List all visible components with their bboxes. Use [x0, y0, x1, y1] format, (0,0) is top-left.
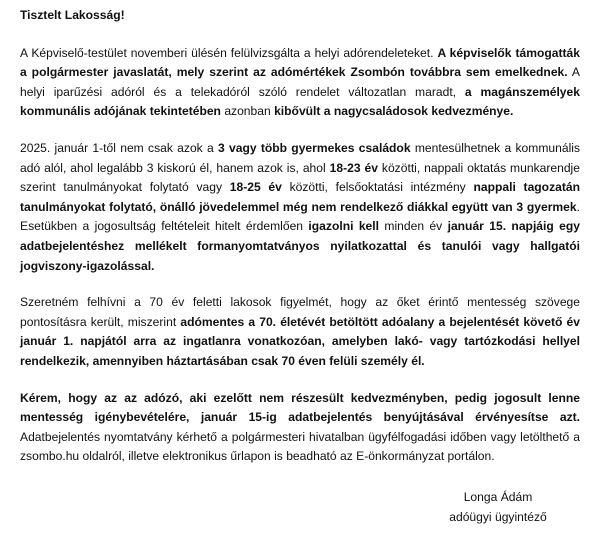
text-run: A helyi iparűzési adóról és a telekadóról szóló rendelet változatlan maradt, — [20, 65, 580, 99]
text-run: mentesülhetnek a kommunális adó alól, ahol legalább 3 kiskorú él, hanem azok is, ahol — [20, 140, 580, 175]
text-run: Adatbejelentés nyomtatvány kérhető a polgármesteri hivatalban ügyfélfogadási időben vagy letölthető a zsombo.hu oldalról, illetve elektronikus űrlapon is beadható az E-önkormányzat portálon. — [20, 429, 580, 464]
bold-run: nappali tagozatán tanulmányokat folytató, önálló jövedelemmel még nem rendelkező diákkal együtt van 3 gyermek — [20, 180, 580, 214]
bold-run: A képviselők támogatták a polgármester javaslatát, mely szerint az adómértékek Zsombón továbbra sem emelkednek. — [20, 45, 580, 80]
text-run: . Esetükben a jogosultság feltételeit hitelt érdemlően — [20, 199, 580, 234]
text-run: 2025. január 1-től nem csak azok a — [20, 140, 218, 155]
bold-run: 3 vagy több gyermekes családok — [218, 140, 411, 155]
signature-block — [418, 488, 578, 527]
bold-run: Kérem, hogy az az adózó, aki ezelőtt nem részesült kedvezményben, pedig jogosult lenne mentesség igénybevételére, január 15-ig adatbejelentés benyújtásával érvényesítse azt. — [20, 390, 580, 425]
bold-run: igazolni kell — [308, 219, 379, 234]
text-run: közötti, nappali oktatás munkarendje szerint tanulmányokat folytató vagy — [20, 160, 580, 195]
text-run: minden év — [379, 219, 448, 234]
bold-run: január 15. napjáig egy adatbejelentéshez mellékelt formanyomtatványos nyilatkozattal és tanulói vagy hallgatói jogviszony-igazolással. — [20, 219, 580, 273]
signature-name: Longa Ádám — [463, 490, 533, 504]
bold-run: a magánszemélyek kommunális adójának tekintetében — [20, 84, 580, 119]
text-run: Szeretném felhívni a 70 év feletti lakosok figyelmét, hogy az őket érintő mentesség szövege pontosításra került, miszerint — [20, 295, 580, 329]
paragraph-3 — [20, 293, 580, 371]
text-run: közötti, felsőoktatási intézmény — [281, 180, 474, 195]
bold-run: 18-23 év — [329, 160, 378, 175]
text-run: A Képviselő-testület novemberi ülésén felülvizsgálta a helyi adórendeleteket. — [20, 45, 438, 60]
bold-run: 18-25 év — [229, 180, 282, 195]
text-run: azonban — [220, 104, 275, 119]
salutation: Tisztelt Lakosság! — [20, 8, 125, 22]
paragraph-2 — [20, 139, 580, 276]
paragraph-1 — [20, 44, 580, 122]
bold-run: adómentes a 70. életévét betöltött adóalany a bejelentését követő év január 1. napjától arra az ingatlanra vonatkozóan, amelyben lakó- vagy tartózkodási hellyel rendelkezik, amennyiben háztartásában csak 70 éven felüli személy él. — [20, 314, 581, 368]
paragraph-4 — [20, 389, 580, 467]
signature-title: adóügyi ügyintéző — [449, 509, 547, 524]
bold-run: kibővült a nagycsaládosok kedvezménye. — [274, 104, 514, 119]
